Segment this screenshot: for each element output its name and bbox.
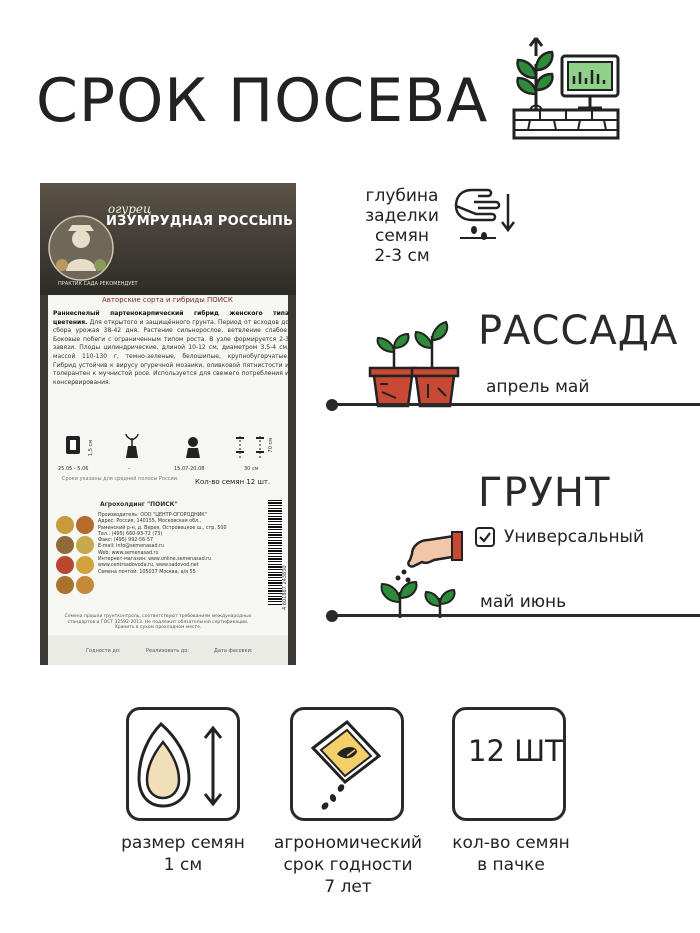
packet-spacing-label: 30 см <box>244 466 259 472</box>
packet-note: Сроки указаны для средней полосы России. <box>62 476 179 482</box>
contact-line: Факс: (495) 992-56-57 <box>98 538 153 544</box>
packet-row-label: 70 см <box>268 438 274 453</box>
seedling-pots-icon <box>366 318 462 410</box>
contact-line: Производитель: ООО "ЦЕНТР-ОГОРОДНИК" <box>98 513 207 518</box>
contact-line: Интернет-магазин: www.online.semenasad.ru <box>98 557 212 563</box>
packet-footer-text: Семена прошли грунтконтроль, соответствуют требованиям международных стандартов и ГОСТ 32592-2013. Не подлежит обязательной сертификации. Хранить в сухом прохладном месте. <box>64 614 252 631</box>
packet-crop: огурец <box>108 202 152 216</box>
depth-line-3: семян <box>375 226 429 246</box>
packet-badge: ПРАКТИК САДА РЕКОМЕНДУЕТ <box>58 281 138 287</box>
shelf-life-caption <box>262 832 434 898</box>
packet-description-text: Для открытого и защищённого грунта. Период от всходов до сбора урожая 38-42 дня. Растение сильнорослое, ветвление слабое. Боковые побеги с ограниченным типом роста. В узле формируется 2-3 завязи. Плоды цилиндрические, длиной 10-12 см, диаметром 3,5-4 см, массой 110-130 г, темно-зеленые, белошипые, крупнобугорчатые. Гибрид устойчив к вирусу огуречной мозаики, оливковой пятнистости и толерантен к мучнистой росе. Используется для свежего потребления и консервирования. <box>53 318 289 386</box>
caption-line: срок годности <box>283 855 413 875</box>
packet-seedling-dates: – <box>128 466 131 472</box>
seed-size-icon <box>135 718 231 812</box>
contact-line: E-mail: info@semenasad.ru <box>98 544 165 550</box>
packet-description-bold: Раннеспелый партенокарпический гибрид женского типа цветения. <box>53 310 289 326</box>
ground-title: ГРУНТ <box>478 470 611 516</box>
packet-harvest-dates: 15.07-20.08 <box>174 466 205 472</box>
seed-count-value: 12 ШТ <box>468 734 563 768</box>
packet-seed-count: Кол-во семян 12 шт. <box>195 478 271 486</box>
shelf-life-card <box>290 707 404 821</box>
seed-count-caption <box>436 832 586 876</box>
packet-series: Авторские сорта и гибриды ПОИСК <box>102 296 233 304</box>
contact-line: www.centrsadovoda.ru, www.sadovod.net <box>98 563 199 569</box>
caption-line: 7 лет <box>324 877 372 897</box>
planting-hand-icon <box>376 526 464 622</box>
sowing-depth-text <box>360 186 444 266</box>
packet-variety-name: ИЗУМРУДНАЯ РОССЫПЬ F1 <box>106 214 317 229</box>
seed-size-caption <box>108 832 258 876</box>
seedling-monitor-icon <box>510 34 622 142</box>
packet-company: Агрохолдинг "ПОИСК" <box>100 501 178 508</box>
timeline-line <box>328 403 700 406</box>
seedling-title: РАССАДА <box>478 308 679 354</box>
soil-type: Универсальный <box>504 527 645 547</box>
seed-packet-icon <box>307 718 391 812</box>
caption-line: в пачке <box>477 855 545 875</box>
check-icon <box>474 526 496 548</box>
packet-field-expiry: Годности до: <box>86 648 121 654</box>
contact-line: Тел.: (495) 660-93-72 (73) <box>98 531 163 537</box>
depth-line-2: заделки <box>365 206 439 226</box>
barcode-number: 4 601887 243830 <box>282 565 288 610</box>
award-medals-icon <box>54 514 96 598</box>
ground-months: май июнь <box>480 592 567 612</box>
packet-field-pack-date: Дата фасовки: <box>214 648 253 654</box>
packet-sow-dates: 25.05 - 5.06 <box>58 466 89 472</box>
contact-line: Web: www.semenasad.ru <box>98 550 159 556</box>
contact-line: Раменский р-н, д. Верея, Островецкое ш., стр. 500 <box>98 525 227 531</box>
caption-line: агрономический <box>273 833 423 853</box>
caption-line: 1 см <box>163 855 203 875</box>
packet-depth-label: 1,5 см <box>88 440 94 457</box>
timeline-line <box>328 614 700 617</box>
seed-size-card <box>126 707 240 821</box>
hand-seed-depth-icon <box>452 180 516 252</box>
caption-line: кол-во семян <box>452 833 570 853</box>
packet-contacts <box>98 513 258 576</box>
depth-line-1: глубина <box>365 186 439 206</box>
packet-field-sell: Реализовать до: <box>146 648 189 654</box>
seedling-months: апрель май <box>486 377 590 397</box>
page-title: СРОК ПОСЕВА <box>36 66 489 136</box>
packet-description <box>53 310 289 387</box>
depth-line-4: 2-3 см <box>374 246 430 266</box>
contact-line: Адрес: Россия, 140155, Московская обл., <box>98 519 202 525</box>
barcode <box>268 500 282 605</box>
contact-line: Семена почтой: 105037 Москва, а/я 55 <box>98 569 196 575</box>
caption-line: размер семян <box>121 833 245 853</box>
